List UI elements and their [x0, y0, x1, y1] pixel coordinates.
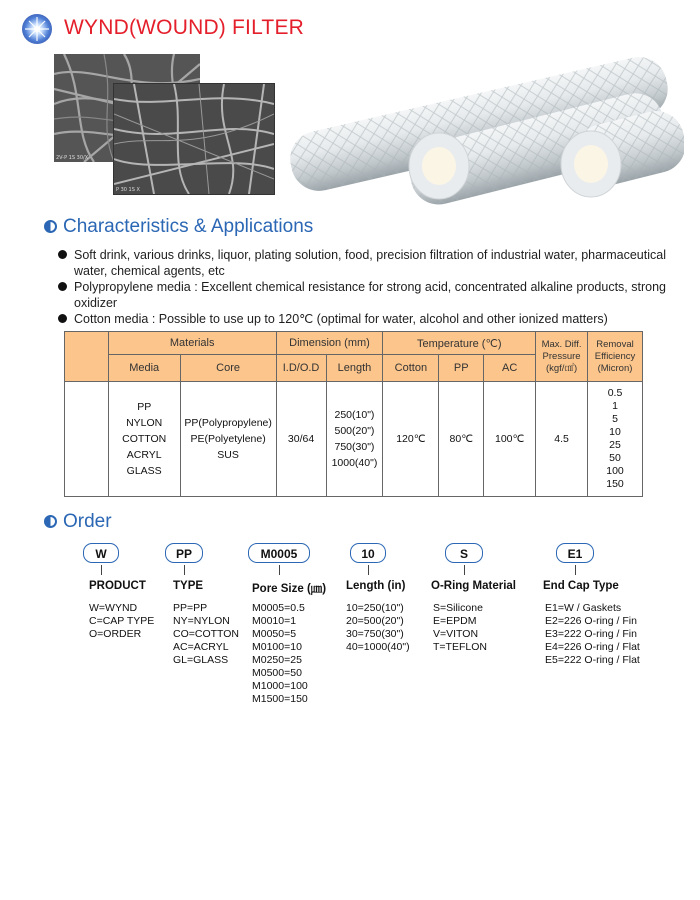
- code-box-pore: M0005: [248, 543, 310, 563]
- th-cotton: Cotton: [383, 355, 439, 382]
- media-item: GLASS: [126, 465, 162, 477]
- cell-iod: 30/64: [276, 382, 326, 497]
- list-item: NY=NYLON: [173, 615, 230, 627]
- cell-length: [326, 382, 383, 497]
- table-cell-empty: [65, 382, 109, 497]
- cell-pressure: 4.5: [536, 382, 588, 497]
- efficiency-item: 1: [612, 400, 618, 412]
- core-item: SUS: [217, 449, 239, 461]
- list-item: E4=226 O-ring / Flat: [545, 641, 640, 653]
- bullet-icon: [58, 314, 67, 323]
- cell-temp-ac: 100℃: [484, 382, 536, 497]
- efficiency-item: 150: [606, 478, 624, 490]
- list-item: PP=PP: [173, 602, 208, 614]
- list-item: E5=222 O-ring / Flat: [545, 654, 640, 666]
- micro-caption-1: 2V-P 1S 30/X: [56, 155, 89, 161]
- order-head-length: Length (in): [346, 580, 406, 592]
- order-head-endcap: End Cap Type: [543, 580, 619, 592]
- list-item: [58, 311, 678, 327]
- list-item: W=WYND: [89, 602, 138, 614]
- efficiency-item: 10: [609, 426, 621, 438]
- list-item: M0005=0.5: [252, 602, 305, 614]
- code-box-product: W: [83, 543, 119, 563]
- cell-temp-pp: 80℃: [439, 382, 484, 497]
- th-media: Media: [108, 355, 180, 382]
- connector-line: [101, 565, 102, 575]
- list-item: [58, 247, 678, 279]
- list-item: E2=226 O-ring / Fin: [545, 615, 637, 627]
- characteristics-list: [58, 247, 678, 327]
- table-row: [65, 382, 643, 497]
- list-item: [58, 279, 678, 311]
- characteristics-heading-text: Characteristics & Applications: [63, 216, 314, 237]
- bullet-icon: [58, 282, 67, 291]
- connector-line: [184, 565, 185, 575]
- order-list-pore: [252, 602, 308, 706]
- efficiency-item: 100: [606, 465, 624, 477]
- list-item: M0050=5: [252, 628, 297, 640]
- length-item: 1000(40"): [331, 457, 378, 469]
- list-item: O=ORDER: [89, 628, 142, 640]
- list-item: M0100=10: [252, 641, 302, 653]
- list-item: CO=COTTON: [173, 628, 240, 640]
- page-title: WYND(WOUND) FILTER: [64, 16, 305, 39]
- code-box-type: PP: [165, 543, 203, 563]
- media-item: NYLON: [126, 417, 163, 429]
- cell-temp-cotton: 120℃: [383, 382, 439, 497]
- th-iod: I.D/O.D: [276, 355, 326, 382]
- th-ac: AC: [484, 355, 536, 382]
- list-item: AC=ACRYL: [173, 641, 229, 653]
- order-head-pore: Pore Size (㎛): [252, 583, 327, 595]
- bullet-text: Polypropylene media : Excellent chemical resistance for strong acid, concentrated alkaline products, strong oxidizer: [74, 280, 666, 310]
- list-item: 10=250(10"): [346, 602, 404, 614]
- efficiency-item: 50: [609, 452, 621, 464]
- th-efficiency: Removal Efficiency (Micron): [588, 332, 643, 382]
- code-box-endcap: E1: [556, 543, 594, 563]
- th-temperature: Temperature (℃): [383, 332, 536, 355]
- list-item: S=Silicone: [433, 602, 483, 614]
- connector-line: [575, 565, 576, 575]
- code-box-length: 10: [350, 543, 386, 563]
- list-item: E=EPDM: [433, 615, 477, 627]
- media-item: PP: [137, 401, 152, 413]
- filter-cartridges-photo: [276, 50, 684, 208]
- order-list-length: [346, 602, 410, 654]
- list-item: E3=222 O-ring / Fin: [545, 628, 637, 640]
- order-head-type: TYPE: [173, 580, 204, 592]
- connector-line: [464, 565, 465, 575]
- connector-line: [279, 565, 280, 575]
- list-item: C=CAP TYPE: [89, 615, 155, 627]
- spec-table: [64, 331, 643, 497]
- code-box-oring: S: [445, 543, 483, 563]
- length-item: 250(10"): [334, 409, 375, 421]
- efficiency-item: 5: [612, 413, 618, 425]
- list-item: GL=GLASS: [173, 654, 229, 666]
- cell-core: [180, 382, 276, 497]
- core-item: PE(Polyetylene): [190, 433, 266, 445]
- length-item: 750(30"): [334, 441, 375, 453]
- microscope-image-2: [113, 83, 275, 195]
- th-pressure: Max. Diff. Pressure (kgf/㎠): [536, 332, 588, 382]
- list-item: V=VITON: [433, 628, 479, 640]
- th-core: Core: [180, 355, 276, 382]
- efficiency-item: 0.5: [607, 387, 623, 399]
- bullet-text: Cotton media : Possible to use up to 120℃ (optimal for water, alcohol and other ionized matters): [74, 312, 608, 326]
- half-circle-icon: [44, 515, 57, 528]
- order-head-oring: O-Ring Material: [431, 580, 516, 592]
- order-heading: [44, 511, 112, 533]
- order-head-product: PRODUCT: [89, 580, 146, 592]
- cell-efficiency: [588, 382, 643, 497]
- characteristics-heading: [44, 216, 313, 238]
- connector-line: [368, 565, 369, 575]
- list-item: E1=W / Gaskets: [545, 602, 622, 614]
- th-dimension: Dimension (mm): [276, 332, 383, 355]
- core-item: PP(Polypropylene): [184, 417, 272, 429]
- star-logo-icon: [22, 14, 52, 44]
- list-item: 20=500(20"): [346, 615, 404, 627]
- list-item: 40=1000(40"): [346, 641, 410, 653]
- cell-media: [108, 382, 180, 497]
- th-length: Length: [326, 355, 383, 382]
- list-item: M1500=150: [252, 693, 308, 705]
- order-heading-text: Order: [63, 511, 112, 532]
- efficiency-item: 25: [609, 439, 621, 451]
- th-pp: PP: [439, 355, 484, 382]
- length-item: 500(20"): [334, 425, 375, 437]
- order-list-product: [89, 602, 154, 641]
- media-item: COTTON: [122, 433, 167, 445]
- table-corner: [65, 332, 109, 382]
- list-item: M0500=50: [252, 667, 302, 679]
- order-list-oring: [433, 602, 487, 654]
- bullet-text: Soft drink, various drinks, liquor, plating solution, food, precision filtration of industrial water, pharmaceutical water, chemical agents, etc: [74, 248, 666, 278]
- order-list-type: [173, 602, 239, 667]
- list-item: T=TEFLON: [433, 641, 487, 653]
- list-item: M0010=1: [252, 615, 297, 627]
- list-item: M0250=25: [252, 654, 302, 666]
- media-item: ACRYL: [126, 449, 162, 461]
- half-circle-icon: [44, 220, 57, 233]
- order-list-endcap: [545, 602, 640, 667]
- th-materials: Materials: [108, 332, 276, 355]
- list-item: M1000=100: [252, 680, 308, 692]
- bullet-icon: [58, 250, 67, 259]
- list-item: 30=750(30"): [346, 628, 404, 640]
- micro-caption-2: P 30 1S X: [116, 187, 140, 193]
